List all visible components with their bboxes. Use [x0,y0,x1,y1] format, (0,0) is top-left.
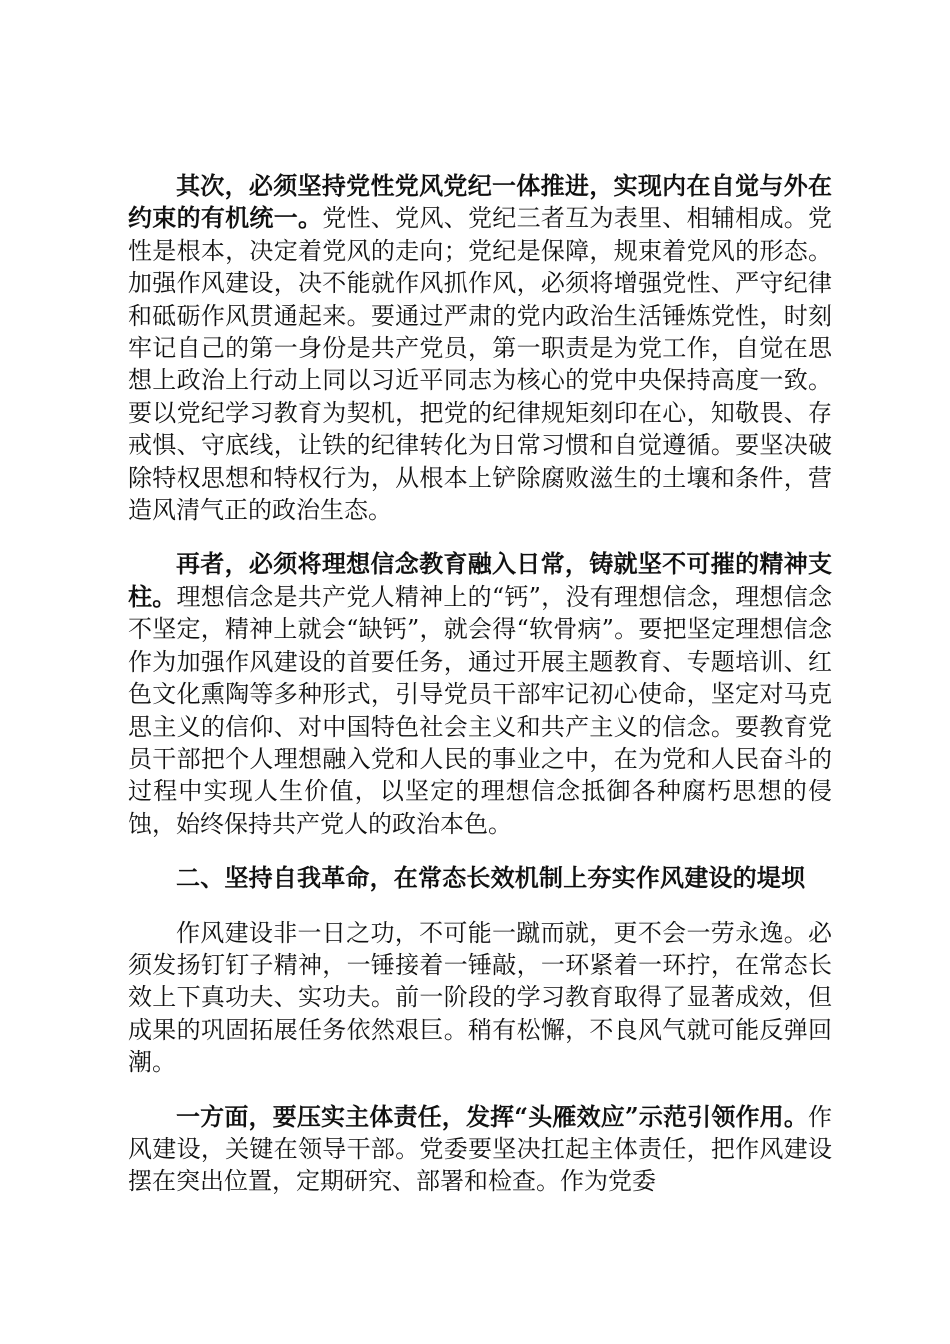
paragraph-ideals-beliefs [128,548,832,840]
paragraph-text: 党性、党风、党纪三者互为表里、相辅相成。党性是根本，决定着党风的走向；党纪是保障，规束着党风的形态。加强作风建设，决不能就作风抓作风，必须将增强党性、严守纪律和砥砺作风贯通起来。要通过严肃的党内政治生活锤炼党性，时刻牢记自己的第一身份是共产党员，第一职责是为党工作，自觉在思想上政治上行动上同以习近平同志为核心的党中央保持高度一致。要以党纪学习教育为契机，把党的纪律规矩刻印在心，知敬畏、存戒惧、守底线，让铁的纪律转化为日常习惯和自觉遵循。要坚决破除特权思想和特权行为，从根本上铲除腐败滋生的土壤和条件，营造风清气正的政治生态。 [128,204,833,525]
paragraph-text: 理想信念是共产党人精神上的“钙”，没有理想信念，理想信念不坚定，精神上就会“缺钙”，就会得“软骨病”。要把坚定理想信念作为加强作风建设的首要任务，通过开展主题教育、专题培训、红色文化熏陶等多种形式，引导党员干部牢记初心使命，坚定对马克思主义的信仰、对中国特色社会主义和共产主义的信念。要教育党员干部把个人理想融入党和人民的事业之中，在为党和人民奋斗的过程中实现人生价值，以坚定的理想信念抵御各种腐朽思想的侵蚀，始终保持共产党人的政治本色。 [128,582,832,838]
paragraph-long-term-mechanism: 作风建设非一日之功，不可能一蹴而就，更不会一劳永逸。必须发扬钉钉子精神，一锤接着一锤敲，一环紧着一环拧，在常态长效上下真功夫、实功夫。前一阶段的学习教育取得了显著成效，但成果的巩固拓展任务依然艰巨。稍有松懈，不良风气就可能反弹回潮。 [128,918,832,1077]
paragraph-lead: 再者，必须将理想信念教育融入日常，铸就坚不可摧的精神支柱。 [128,549,832,611]
paragraph-lead: 一方面，要压实主体责任，发挥“头雁效应”示范引领作用。 [176,1101,808,1131]
paragraph-party-spirit [128,170,832,526]
paragraph-lead: 其次，必须坚持党性党风党纪一体推进，实现内在自觉与外在约束的有机统一。 [128,171,832,233]
document-body [128,170,832,1220]
section-heading-2: 二、坚持自我革命，在常态长效机制上夯实作风建设的堤坝 [176,863,806,893]
paragraph-main-responsibility [128,1101,832,1198]
paragraph-text: 作风建设，关键在领导干部。党委要坚决扛起主体责任，把作风建设摆在突出位置，定期研究、部署和检查。作为党委 [128,1102,832,1196]
